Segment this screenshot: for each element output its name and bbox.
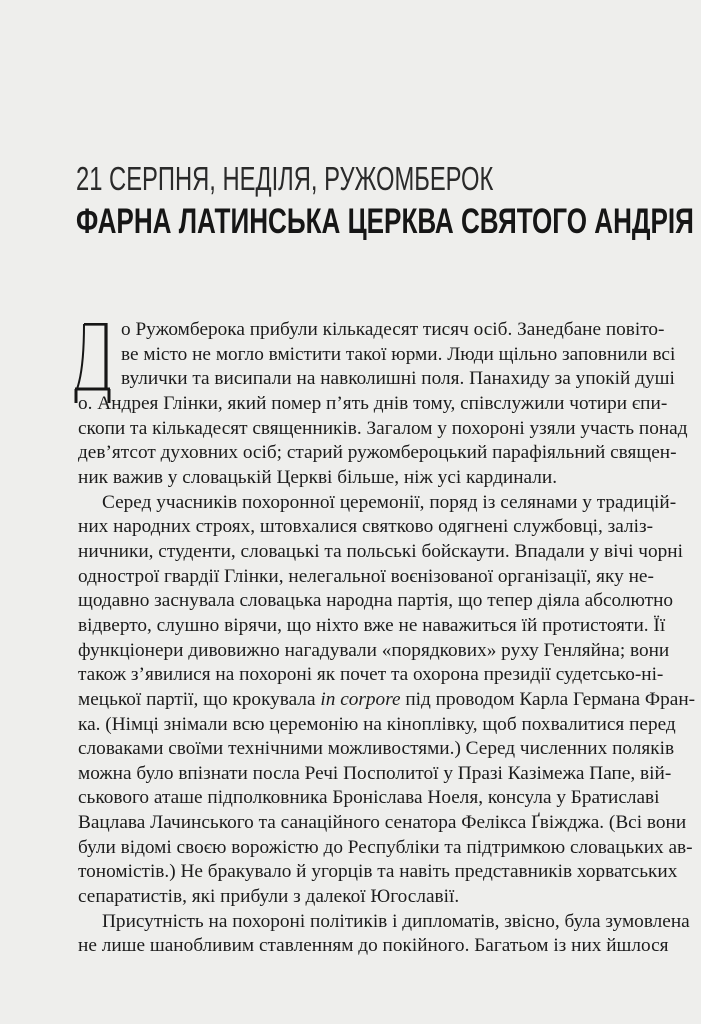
text-line: сепаратистів, які прибули з далекої Югославії. <box>78 886 460 908</box>
text-line: дев’ятсот духовних осіб; старий ружомбероцький парафіяльний священ- <box>78 442 677 464</box>
text-line: функціонери дивовижно нагадували «порядкових» руху Генляйна; вони <box>78 639 670 661</box>
text-line: Вацлава Лачинського та санаційного сенатора Фелікса Ґвіжджа. (Всі вони <box>78 812 687 834</box>
text-line: о Ружомберока прибули кількадесят тисяч осіб. Занедбане повіто- <box>121 319 665 340</box>
text-line: Серед учасників похоронної церемонії, поряд із селянами у традицій- <box>102 491 677 513</box>
text-line: скопи та кількадесят священників. Загалом у похороні узяли участь понад <box>78 417 688 439</box>
text-run: мецької партії, що крокувала <box>78 688 321 710</box>
body-text <box>78 318 696 959</box>
text-line: них народних строях, штовхалися святково одягнені службовці, заліз- <box>78 516 654 538</box>
drop-cap-letter <box>74 323 112 405</box>
text-line: можна було впізнати посла Речі Посполитої у Празі Казімежа Папе, вій- <box>78 762 672 784</box>
paragraph-3 <box>78 910 690 959</box>
chapter-title: ФАРНА ЛАТИНСЬКА ЦЕРКВА СВЯТОГО АНДРІЯ <box>76 202 694 241</box>
text-line: Присутність на похороні політиків і дипломатів, звісно, була зумовлена <box>102 910 690 932</box>
text-line: не лише шанобливим ставленням до покійного. Багатьом із них йшлося <box>78 935 669 957</box>
text-line: ник важив у словацькій Церкві більше, ніж усі кардинали. <box>78 466 558 488</box>
text-line: словаками своїми технічними можливостями.) Серед численних поляків <box>78 738 675 760</box>
chapter-heading <box>76 160 696 243</box>
chapter-date-line: 21 СЕРПНЯ, НЕДІЛЯ, РУЖОМБЕРОК <box>76 160 494 197</box>
italic-latin-phrase: in corpore <box>320 688 401 710</box>
drop-cap-de-glyph <box>74 323 112 405</box>
text-line: відверто, слушно віpячи, що ніхто вже не наважиться їй протистояти. Її <box>78 614 666 636</box>
text-line-with-italic <box>78 688 696 713</box>
text-line: ськового аташе підполковника Броніслава Ноеля, консула у Братиславі <box>78 787 660 809</box>
text-line: щодавно заснувала словацька народна партія, що тепер діяла абсолютно <box>78 590 674 612</box>
text-line: вулички та висипали на навколишні поля. Панахиду за упокій душі <box>121 368 675 390</box>
text-line: тономістів.) Не бракувало й угорців та навіть представників хорватських <box>78 861 678 883</box>
text-run: під проводом Карла Германа Фран- <box>400 688 696 710</box>
paragraph-2 <box>78 491 696 910</box>
text-line: також з’явилися на похороні як почет та охорона президії судетсько-ні- <box>78 664 664 686</box>
text-line: ничники, студенти, словацькі та польські бойскаути. Впадали у вічі чорні <box>78 540 683 562</box>
text-line: ве місто не могло вмістити такої юрми. Люди щільно заповнили всі <box>121 343 676 365</box>
text-line: однострої гвардії Глінки, нелегальної воєнізованої організації, яку не- <box>78 565 654 587</box>
text-line: були відомі своєю ворожістю до Республіки та підтримкою словацьких ав- <box>78 836 693 858</box>
text-line: о. Андрея Глінки, який помер п’ять днів тому, співслужили чотири єпи- <box>78 392 668 414</box>
text-line: ка. (Німці знімали всю церемонію на кіноплівку, щоб похвалитися перед <box>78 713 676 735</box>
paragraph-1 <box>78 318 688 491</box>
